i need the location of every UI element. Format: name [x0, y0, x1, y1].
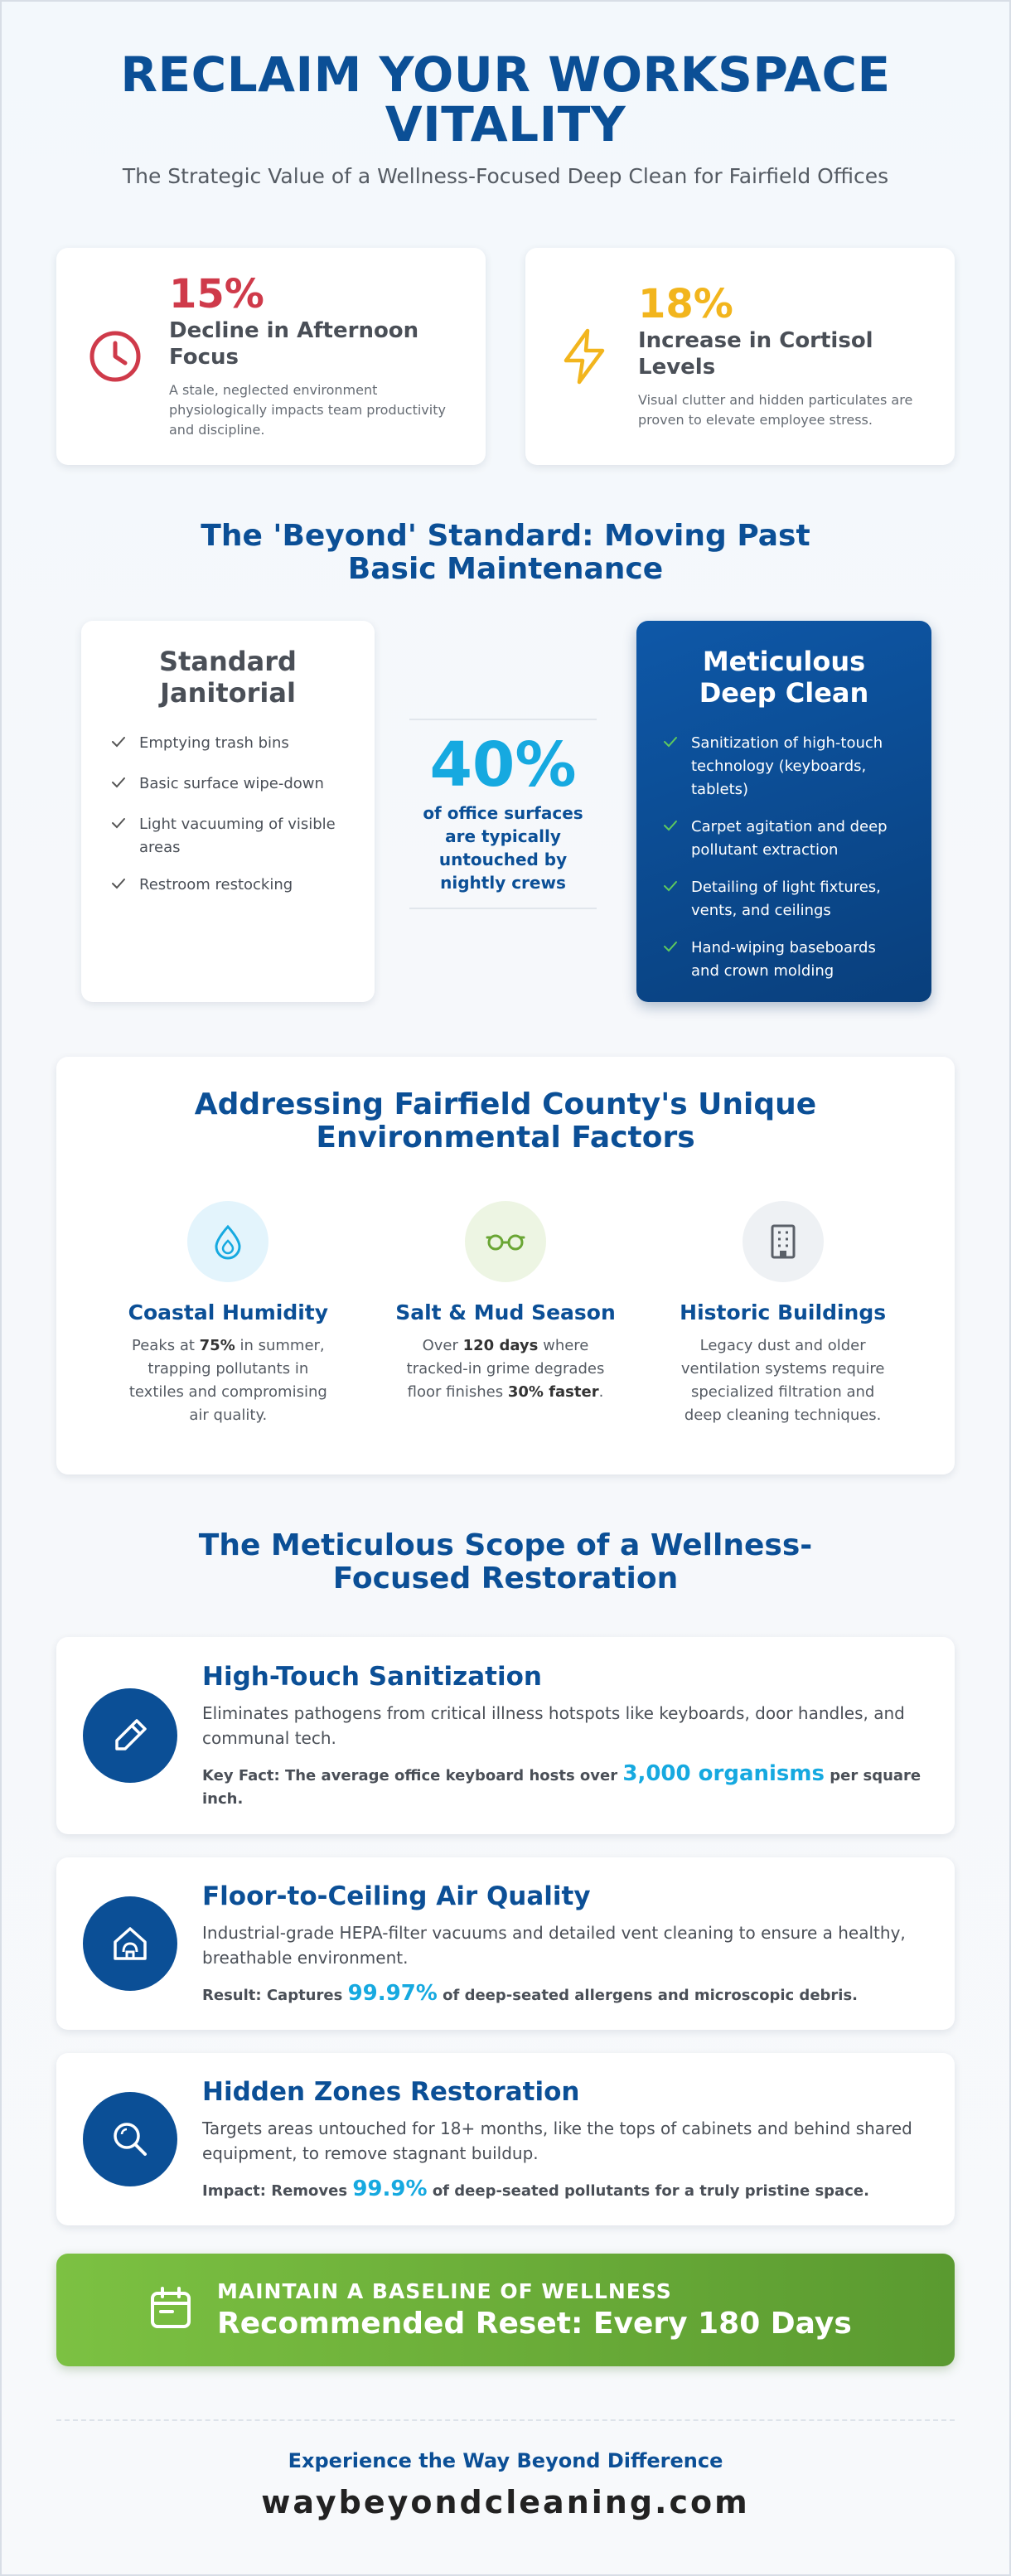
scope-title: High-Touch Sanitization	[202, 1661, 542, 1692]
footer	[56, 2419, 955, 2520]
page-subtitle: The Strategic Value of a Wellness-Focused Deep Clean for Fairfield Offices	[122, 164, 889, 188]
scope-fact: Key Fact: The average office keyboard hosts over 3,000 organisms per square inch.	[202, 1760, 922, 1808]
stat-heading: Increase in Cortisol Levels	[638, 328, 873, 380]
factor-description: Legacy dust and older ventilation systems require specialized filtration and deep cleaning techniques.	[680, 1337, 885, 1424]
checklist-text: Restroom restocking	[139, 876, 293, 893]
stat-description: Visual clutter and hidden particulates are proven to elevate employee stress.	[638, 392, 913, 428]
check-icon	[109, 814, 131, 859]
factor-description: Peaks at 75% in summer, trapping pollutants in textiles and compromising air quality.	[128, 1337, 327, 1424]
deep-card-title: Meticulous Deep Clean	[699, 646, 869, 709]
cta-banner	[56, 2254, 955, 2366]
building-icon	[743, 1201, 824, 1282]
center-stat-value: 40%	[429, 729, 577, 801]
deep-checklist	[661, 732, 907, 983]
scope-fact: Result: Captures 99.97% of deep-seated allergens and microscopic debris.	[202, 1980, 859, 2006]
standard-checklist	[109, 732, 346, 900]
list-item	[109, 732, 346, 758]
checklist-text: Emptying trash bins	[139, 734, 289, 752]
checklist-text: Light vacuuming of visible areas	[139, 816, 336, 856]
list-item	[661, 937, 907, 983]
check-icon	[661, 877, 683, 922]
factor-description: Over 120 days where tracked-in grime degrades floor finishes 30% faster.	[406, 1337, 605, 1401]
scope-card-air-quality	[56, 1857, 955, 2030]
magnifier-icon	[83, 2092, 177, 2186]
stat-heading: Decline in Afternoon Focus	[169, 318, 419, 370]
comparison	[56, 621, 955, 1002]
factor-historic-buildings	[659, 1201, 907, 1427]
stat-value: 15%	[169, 271, 264, 317]
check-icon	[109, 733, 131, 758]
factor-title: Coastal Humidity	[128, 1300, 329, 1324]
stat-card-cortisol	[525, 248, 955, 465]
list-item	[661, 732, 907, 801]
footer-url-link[interactable]: waybeyondcleaning.com	[261, 2484, 750, 2520]
check-icon	[109, 874, 131, 900]
clock-icon	[86, 328, 144, 385]
list-item	[109, 813, 346, 859]
stat-card-focus	[56, 248, 486, 465]
center-stat-text: of office surfaces are typically untouched by nightly crews	[423, 803, 583, 893]
scope-description: Eliminates pathogens from critical illness hotspots like keyboards, door handles, and communal tech.	[202, 1702, 905, 1748]
stat-value: 18%	[638, 281, 733, 327]
lightning-icon	[555, 327, 613, 385]
page-title: RECLAIM YOUR WORKSPACE VITALITY	[120, 46, 891, 153]
check-icon	[109, 773, 131, 799]
checklist-text: Hand-wiping baseboards and crown molding	[691, 939, 876, 980]
list-item	[661, 876, 907, 922]
list-item	[109, 874, 346, 900]
footer-tagline: Experience the Way Beyond Difference	[288, 2449, 723, 2472]
untouched-surfaces-stat	[409, 719, 597, 909]
calendar-icon	[148, 2285, 194, 2335]
factor-coastal-humidity	[104, 1201, 352, 1427]
scope-card-high-touch	[56, 1637, 955, 1834]
scope-description: Targets areas untouched for 18+ months, like the tops of cabinets and behind shared equipment, to remove stagnant buildup.	[202, 2118, 912, 2163]
check-icon	[661, 816, 683, 862]
check-icon	[661, 937, 683, 983]
factor-title: Historic Buildings	[680, 1300, 887, 1324]
scope-description: Industrial-grade HEPA-filter vacuums and detailed vent cleaning to ensure a healthy, breathable environment.	[202, 1922, 906, 1968]
stat-description: A stale, neglected environment physiologically impacts team productivity and discipline.	[169, 382, 446, 438]
humidity-drop-icon	[187, 1201, 268, 1282]
deep-clean-card	[636, 621, 931, 1002]
environment-card	[56, 1057, 955, 1474]
scope-fact: Impact: Removes 99.9% of deep-seated pollutants for a truly pristine space.	[202, 2176, 869, 2201]
scope-title: Hidden Zones Restoration	[202, 2076, 580, 2107]
spray-wand-icon	[83, 1688, 177, 1783]
list-item	[109, 772, 346, 799]
scope-section-title: The Meticulous Scope of a Wellness-Focused Restoration	[198, 1528, 813, 1595]
checklist-text: Basic surface wipe-down	[139, 775, 324, 792]
factors-row	[56, 1201, 955, 1427]
checklist-text: Carpet agitation and deep pollutant extraction	[691, 818, 888, 859]
home-air-icon	[83, 1896, 177, 1991]
environment-section-title: Addressing Fairfield County's Unique Environmental Factors	[194, 1087, 817, 1155]
standard-card-title: Standard Janitorial	[159, 646, 297, 709]
beyond-section-title: The 'Beyond' Standard: Moving Past Basic Maintenance	[201, 519, 810, 586]
scope-title: Floor-to-Ceiling Air Quality	[202, 1881, 591, 1911]
cta-main-text: Recommended Reset: Every 180 Days	[217, 2307, 852, 2341]
standard-janitorial-card	[81, 621, 375, 1002]
check-icon	[661, 733, 683, 801]
checklist-text: Sanitization of high-touch technology (keyboards, tablets)	[691, 734, 883, 798]
scope-card-hidden-zones	[56, 2053, 955, 2225]
cta-kicker: MAINTAIN A BASELINE OF WELLNESS	[217, 2279, 672, 2303]
boots-icon	[465, 1201, 546, 1282]
factor-salt-mud	[381, 1201, 630, 1427]
list-item	[661, 816, 907, 862]
stats-row	[56, 248, 955, 465]
factor-title: Salt & Mud Season	[395, 1300, 616, 1324]
checklist-text: Detailing of light fixtures, vents, and ceilings	[691, 879, 881, 919]
scope-list	[56, 1637, 955, 2225]
